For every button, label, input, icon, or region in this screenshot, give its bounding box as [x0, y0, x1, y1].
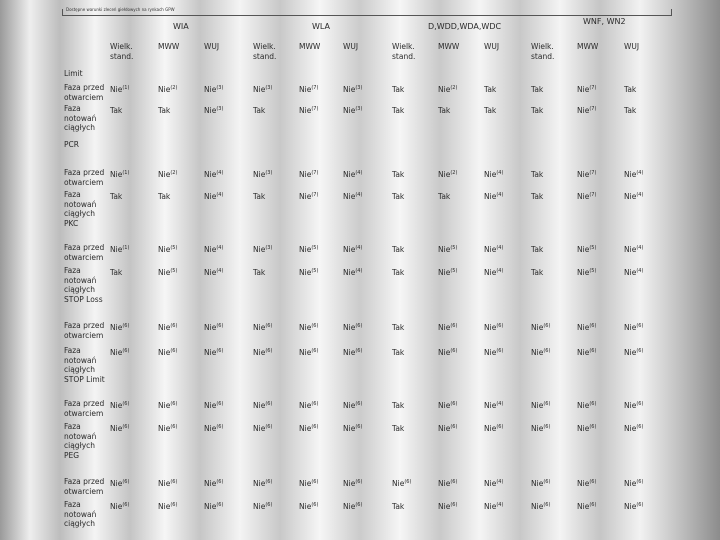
- table-cell: Tak: [531, 192, 544, 201]
- table-cell: Tak: [392, 245, 405, 254]
- table-cell: Nie$^{(1)}$: [110, 85, 130, 94]
- table-cell: Tak: [110, 192, 123, 201]
- row-label: Faza przed otwarciem: [64, 399, 105, 418]
- table-cell: Nie$^{(6)}$: [438, 348, 458, 357]
- table-cell: Nie$^{(6)}$: [158, 502, 178, 511]
- table-cell: Tak: [392, 170, 405, 179]
- table-cell: Nie$^{(3)}$: [253, 245, 273, 254]
- table-cell: Tak: [484, 85, 497, 94]
- table-cell: Tak: [624, 106, 637, 115]
- table-cell: Nie$^{(2)}$: [158, 170, 178, 179]
- table-cell: Tak: [484, 106, 497, 115]
- table-cell: Nie$^{(6)}$: [343, 348, 363, 357]
- table-cell: Nie$^{(6)}$: [624, 348, 644, 357]
- column-subheader: WUJ: [624, 42, 640, 51]
- table-cell: Nie$^{(6)}$: [204, 401, 224, 410]
- table-cell: Nie$^{(6)}$: [624, 401, 644, 410]
- table-cell: Nie$^{(6)}$: [158, 401, 178, 410]
- table-cell: Nie$^{(4)}$: [624, 268, 644, 277]
- table-cell: Nie$^{(2)}$: [438, 170, 458, 179]
- column-group-header: WLA: [312, 22, 331, 31]
- table-cell: Tak: [392, 85, 405, 94]
- table-cell: Nie$^{(6)}$: [158, 424, 178, 433]
- table-cell: Nie$^{(6)}$: [253, 502, 273, 511]
- table-cell: Nie$^{(1)}$: [110, 170, 130, 179]
- table-cell: Nie$^{(3)}$: [253, 170, 273, 179]
- table-cell: Tak: [392, 323, 405, 332]
- table-cell: Nie$^{(6)}$: [343, 401, 363, 410]
- table-cell: Nie$^{(6)}$: [484, 424, 504, 433]
- table-cell: Nie$^{(6)}$: [110, 424, 130, 433]
- section-title: Limit: [64, 69, 83, 78]
- table-cell: Nie$^{(6)}$: [624, 479, 644, 488]
- column-subheader: MWW: [577, 42, 599, 51]
- column-subheader: WUJ: [484, 42, 500, 51]
- table-cell: Nie$^{(6)}$: [484, 348, 504, 357]
- table-cell: Nie$^{(6)}$: [577, 348, 597, 357]
- row-label: Faza przed otwarciem: [64, 168, 105, 187]
- table-cell: Tak: [531, 170, 544, 179]
- table-cell: Nie$^{(6)}$: [158, 479, 178, 488]
- row-label: Faza przed otwarciem: [64, 477, 105, 496]
- column-subheader: Wielk. stand.: [253, 42, 277, 61]
- table-cell: Tak: [253, 192, 266, 201]
- table-cell: Nie$^{(4)}$: [484, 268, 504, 277]
- table-cell: Nie$^{(6)}$: [624, 424, 644, 433]
- column-subheader: Wielk. stand.: [531, 42, 555, 61]
- right-frame-tick: [671, 9, 672, 16]
- table-cell: Nie$^{(4)}$: [343, 192, 363, 201]
- table-cell: Nie$^{(6)}$: [299, 323, 319, 332]
- table-cell: Nie$^{(4)}$: [484, 479, 504, 488]
- table-cell: Nie$^{(4)}$: [204, 245, 224, 254]
- table-cell: Nie$^{(7)}$: [577, 170, 597, 179]
- row-label: Faza przed otwarciem: [64, 243, 105, 262]
- table-cell: Nie$^{(7)}$: [299, 170, 319, 179]
- table-cell: Nie$^{(4)}$: [624, 245, 644, 254]
- table-cell: Nie$^{(5)}$: [299, 268, 319, 277]
- table-cell: Nie$^{(6)}$: [392, 479, 412, 488]
- table-cell: Nie$^{(6)}$: [253, 401, 273, 410]
- table-cell: Nie$^{(6)}$: [343, 424, 363, 433]
- column-subheader: WUJ: [204, 42, 220, 51]
- table-cell: Nie$^{(7)}$: [577, 85, 597, 94]
- table-cell: Nie$^{(6)}$: [110, 401, 130, 410]
- table-cell: Nie$^{(5)}$: [158, 268, 178, 277]
- table-cell: Nie$^{(6)}$: [299, 479, 319, 488]
- table-cell: Nie$^{(6)}$: [204, 502, 224, 511]
- row-label: Faza notowań ciągłych PKC: [64, 190, 97, 228]
- table-cell: Nie$^{(6)}$: [531, 502, 551, 511]
- table-cell: Nie$^{(6)}$: [110, 502, 130, 511]
- table-cell: Nie$^{(6)}$: [253, 323, 273, 332]
- table-cell: Nie$^{(4)}$: [343, 268, 363, 277]
- table-cell: Tak: [624, 85, 637, 94]
- row-label: Faza notowań ciągłych PEG: [64, 422, 97, 460]
- table-cell: Nie$^{(6)}$: [438, 424, 458, 433]
- table-cell: Nie$^{(5)}$: [158, 245, 178, 254]
- table-cell: Nie$^{(6)}$: [110, 479, 130, 488]
- table-cell: Tak: [110, 106, 123, 115]
- column-subheader: Wielk. stand.: [392, 42, 416, 61]
- table-cell: Tak: [158, 192, 171, 201]
- column-group-header: D,WDD,WDA,WDC: [428, 22, 502, 31]
- table-cell: Nie$^{(6)}$: [577, 502, 597, 511]
- table-cell: Nie$^{(6)}$: [204, 348, 224, 357]
- column-subheader: Wielk. stand.: [110, 42, 134, 61]
- table-cell: Nie$^{(5)}$: [577, 245, 597, 254]
- table-cell: Nie$^{(6)}$: [624, 323, 644, 332]
- table-cell: Tak: [392, 348, 405, 357]
- table-cell: Nie$^{(7)}$: [577, 106, 597, 115]
- column-subheader: WUJ: [343, 42, 359, 51]
- table-cell: Tak: [531, 85, 544, 94]
- table-cell: Nie$^{(6)}$: [531, 479, 551, 488]
- table-cell: Tak: [253, 106, 266, 115]
- column-subheader: MWW: [158, 42, 180, 51]
- table-cell: Nie$^{(4)}$: [484, 192, 504, 201]
- row-label: Faza notowań ciągłych STOP Limit: [64, 346, 105, 384]
- table-cell: Nie$^{(6)}$: [299, 424, 319, 433]
- table-cell: Nie$^{(4)}$: [624, 192, 644, 201]
- table-cell: Nie$^{(6)}$: [299, 348, 319, 357]
- row-label: Faza notowań ciągłych STOP Loss: [64, 266, 103, 304]
- table-cell: Nie$^{(1)}$: [110, 245, 130, 254]
- row-label: Faza przed otwarciem: [64, 321, 105, 340]
- table-cell: Tak: [110, 268, 123, 277]
- table-cell: Nie$^{(5)}$: [577, 268, 597, 277]
- table-cell: Nie$^{(5)}$: [299, 245, 319, 254]
- table-cell: Nie$^{(4)}$: [624, 170, 644, 179]
- column-group-header: WNF, WN2: [583, 17, 626, 26]
- table-cell: Nie$^{(4)}$: [204, 170, 224, 179]
- table-cell: Nie$^{(6)}$: [343, 479, 363, 488]
- table-cell: Nie$^{(3)}$: [204, 85, 224, 94]
- table-cell: Nie$^{(3)}$: [204, 106, 224, 115]
- table-cell: Nie$^{(4)}$: [343, 245, 363, 254]
- page-title: Dostępne warunki zleceń giełdowych na rynkach GPW: [66, 7, 175, 12]
- table-cell: Nie$^{(6)}$: [531, 424, 551, 433]
- table-cell: Nie$^{(6)}$: [577, 424, 597, 433]
- row-label: Faza notowań ciągłych: [64, 104, 97, 132]
- table-cell: Nie$^{(3)}$: [253, 85, 273, 94]
- table-cell: Nie$^{(6)}$: [158, 323, 178, 332]
- table-cell: Nie$^{(4)}$: [343, 170, 363, 179]
- table-cell: Tak: [438, 106, 451, 115]
- table-cell: Nie$^{(5)}$: [438, 268, 458, 277]
- table-cell: Nie$^{(5)}$: [438, 245, 458, 254]
- table-cell: Tak: [392, 424, 405, 433]
- table-cell: Nie$^{(4)}$: [484, 170, 504, 179]
- table-cell: Tak: [531, 106, 544, 115]
- table-cell: Nie$^{(4)}$: [204, 268, 224, 277]
- row-label: Faza przed otwarciem: [64, 83, 105, 102]
- table-cell: Nie$^{(6)}$: [438, 401, 458, 410]
- table-cell: Nie$^{(6)}$: [204, 424, 224, 433]
- table-cell: Nie$^{(6)}$: [204, 323, 224, 332]
- table-cell: Nie$^{(7)}$: [577, 192, 597, 201]
- column-subheader: MWW: [438, 42, 460, 51]
- table-cell: Nie$^{(6)}$: [253, 479, 273, 488]
- table-cell: Nie$^{(4)}$: [204, 192, 224, 201]
- column-subheader: MWW: [299, 42, 321, 51]
- column-group-header: WIA: [173, 22, 189, 31]
- table-cell: Nie$^{(6)}$: [299, 401, 319, 410]
- table-cell: Nie$^{(6)}$: [253, 424, 273, 433]
- table-cell: Nie$^{(6)}$: [577, 479, 597, 488]
- section-title: PCR: [64, 140, 79, 149]
- table-cell: Tak: [392, 502, 405, 511]
- left-frame-tick: [62, 9, 63, 16]
- top-frame-line: [62, 15, 672, 16]
- table-cell: Nie$^{(7)}$: [299, 192, 319, 201]
- table-cell: Nie$^{(6)}$: [531, 323, 551, 332]
- table-cell: Nie$^{(6)}$: [343, 502, 363, 511]
- table-cell: Tak: [392, 268, 405, 277]
- table-cell: Nie$^{(6)}$: [531, 348, 551, 357]
- table-cell: Nie$^{(6)}$: [577, 401, 597, 410]
- table-cell: Nie$^{(6)}$: [438, 479, 458, 488]
- table-cell: Nie$^{(6)}$: [110, 348, 130, 357]
- table-cell: Nie$^{(6)}$: [624, 502, 644, 511]
- table-cell: Nie$^{(3)}$: [343, 106, 363, 115]
- table-cell: Nie$^{(6)}$: [158, 348, 178, 357]
- table-cell: Nie$^{(6)}$: [343, 323, 363, 332]
- table-cell: Tak: [531, 245, 544, 254]
- table-cell: Nie$^{(2)}$: [158, 85, 178, 94]
- table-cell: Nie$^{(6)}$: [531, 401, 551, 410]
- table-cell: Tak: [438, 192, 451, 201]
- row-label: Faza notowań ciągłych: [64, 500, 97, 528]
- table-cell: Tak: [158, 106, 171, 115]
- table-cell: Tak: [253, 268, 266, 277]
- table-cell: Nie$^{(6)}$: [253, 348, 273, 357]
- table-cell: Nie$^{(2)}$: [438, 85, 458, 94]
- table-cell: Nie$^{(6)}$: [204, 479, 224, 488]
- table-cell: Nie$^{(6)}$: [438, 502, 458, 511]
- table-cell: Nie$^{(4)}$: [484, 245, 504, 254]
- table-cell: Tak: [392, 401, 405, 410]
- table-cell: Nie$^{(6)}$: [110, 323, 130, 332]
- table-cell: Tak: [392, 192, 405, 201]
- table-cell: Tak: [531, 268, 544, 277]
- table-cell: Nie$^{(4)}$: [484, 502, 504, 511]
- table-cell: Nie$^{(4)}$: [484, 401, 504, 410]
- table-cell: Nie$^{(6)}$: [484, 323, 504, 332]
- table-cell: Nie$^{(3)}$: [343, 85, 363, 94]
- table-cell: Nie$^{(6)}$: [577, 323, 597, 332]
- table-cell: Nie$^{(6)}$: [438, 323, 458, 332]
- table-cell: Nie$^{(7)}$: [299, 85, 319, 94]
- table-cell: Tak: [392, 106, 405, 115]
- table-cell: Nie$^{(6)}$: [299, 502, 319, 511]
- table-cell: Nie$^{(7)}$: [299, 106, 319, 115]
